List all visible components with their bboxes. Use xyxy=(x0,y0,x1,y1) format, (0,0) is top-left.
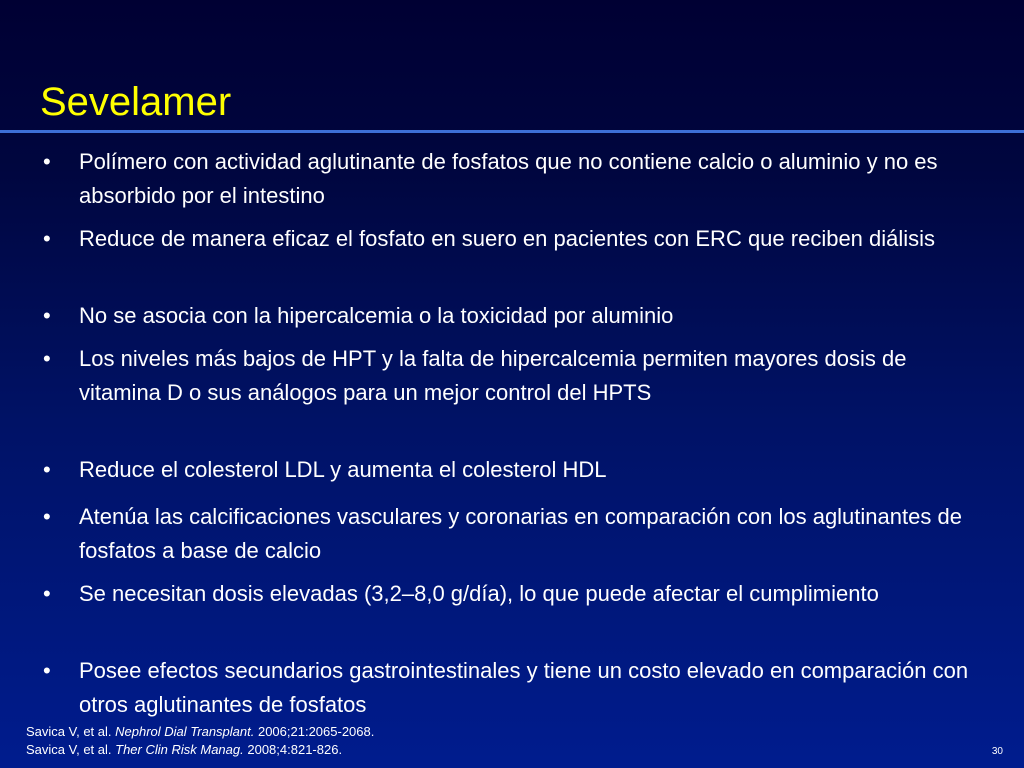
reference-authors: Savica V, et al. xyxy=(26,724,116,739)
bullet-icon: • xyxy=(43,504,51,529)
bullet-text: Posee efectos secundarios gastrointestinales y tiene un costo elevado en comparación con otros aglutinantes de fosfatos xyxy=(79,658,969,717)
bullet-text: Se necesitan dosis elevadas (3,2–8,0 g/día), lo que puede afectar el cumplimiento xyxy=(79,581,879,606)
references xyxy=(26,723,374,759)
bullet-icon: • xyxy=(43,346,51,371)
reference-details: 2006;21:2065-2068. xyxy=(254,724,375,739)
slide-title: Sevelamer xyxy=(40,80,232,124)
reference-details: 2008;4:821-826. xyxy=(243,742,343,757)
bullet-item xyxy=(43,145,984,213)
bullet-icon: • xyxy=(43,581,51,606)
bullet-item xyxy=(43,222,984,256)
bullet-text: Reduce de manera eficaz el fosfato en suero en pacientes con ERC que reciben diálisis xyxy=(79,226,936,251)
bullet-icon: • xyxy=(43,658,51,683)
bullet-item xyxy=(43,342,984,410)
bullet-item xyxy=(43,577,984,611)
bullet-text: No se asocia con la hipercalcemia o la toxicidad por aluminio xyxy=(79,303,674,328)
bullet-icon: • xyxy=(43,149,51,174)
page-number: 30 xyxy=(991,746,1003,757)
reference-journal: Nephrol Dial Transplant. xyxy=(115,724,255,739)
reference-line xyxy=(26,741,374,759)
bullet-icon: • xyxy=(43,226,51,251)
bullet-text: Atenúa las calcificaciones vasculares y coronarias en comparación con los aglutinantes de fosfatos a base de calcio xyxy=(79,504,962,563)
bullet-text: Reduce el colesterol LDL y aumenta el colesterol HDL xyxy=(79,457,607,482)
bullet-item xyxy=(43,654,984,722)
bullet-text: Los niveles más bajos de HPT y la falta de hipercalcemia permiten mayores dosis de vitamina D o sus análogos para un mejor control del HPTS xyxy=(79,346,907,405)
reference-journal: Ther Clin Risk Manag. xyxy=(115,742,244,757)
bullet-item xyxy=(43,500,984,568)
bullet-text: Polímero con actividad aglutinante de fosfatos que no contiene calcio o aluminio y no es absorbido por el intestino xyxy=(79,149,938,208)
bullet-icon: • xyxy=(43,303,51,328)
reference-line xyxy=(26,723,374,741)
bullet-item xyxy=(43,453,984,487)
bullet-icon: • xyxy=(43,457,51,482)
bullet-item xyxy=(43,299,984,333)
reference-authors: Savica V, et al. xyxy=(26,742,116,757)
